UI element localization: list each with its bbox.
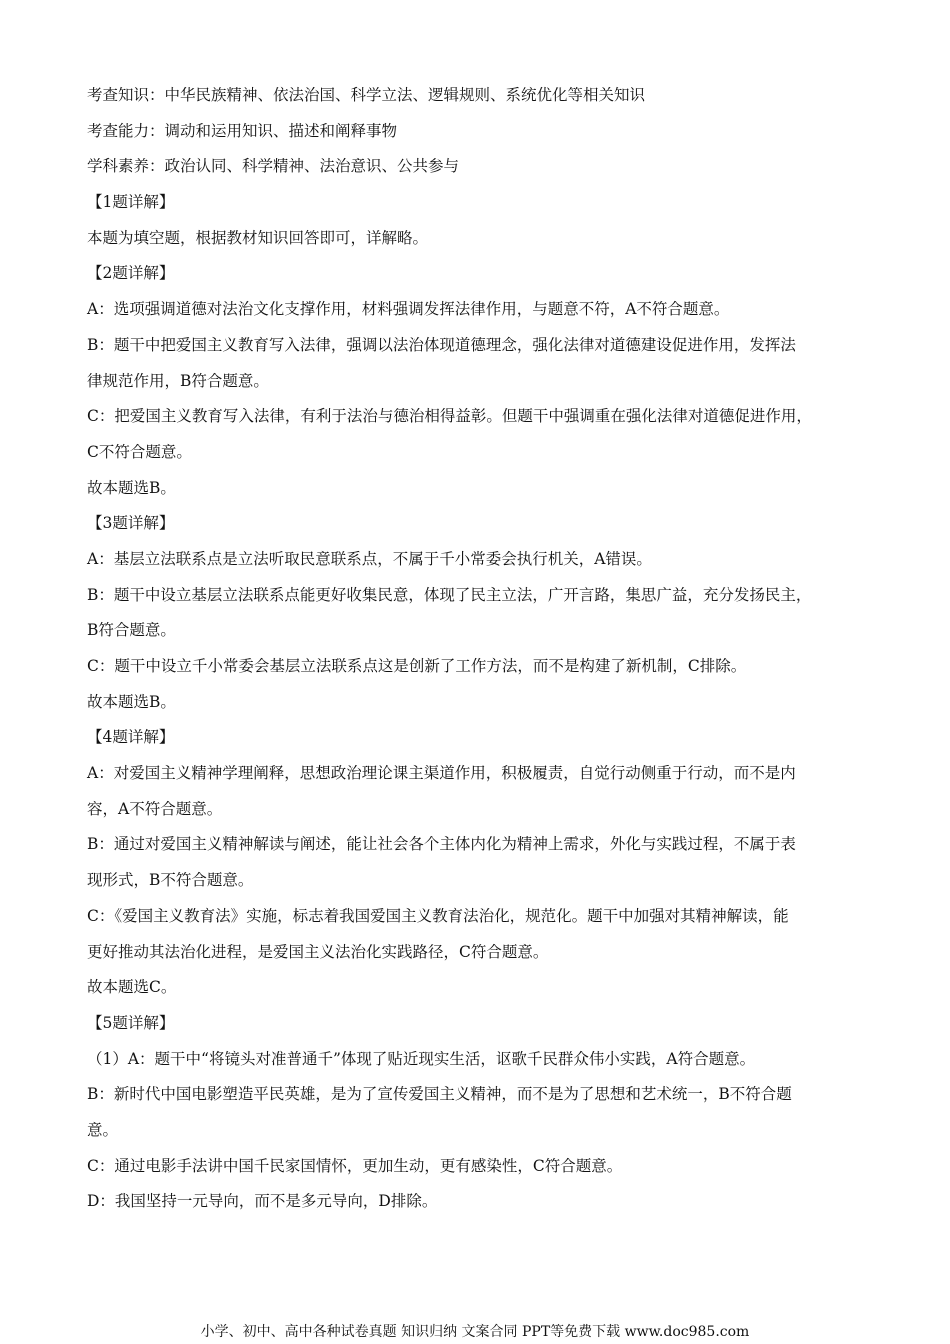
text-line: 【1题详解】: [87, 193, 175, 212]
text-line: （1）A：题干中“将镜头对准普通千”体现了贴近现实生活，讴歌千民群众伟小实践，A符合题意。: [87, 1049, 756, 1068]
text-line: 律规范作用，B符合题意。: [87, 371, 269, 390]
text-line: A：基层立法联系点是立法听取民意联系点，不属于千小常委会执行机关，A错误。: [87, 549, 652, 568]
text-line: 容，A不符合题意。: [87, 799, 223, 818]
text-line: 【4题详解】: [87, 728, 175, 747]
text-line: 【2题详解】: [87, 264, 175, 283]
text-line: 【5题详解】: [87, 1013, 175, 1032]
text-line: 考查知识：中华民族精神、依法治国、科学立法、逻辑规则、系统优化等相关知识: [87, 86, 646, 104]
text-line: 【3题详解】: [87, 514, 175, 533]
text-line: 意。: [87, 1120, 119, 1139]
text-line: C：《爱国主义教育法》实施，标志着我国爱国主义教育法治化，规范化。题干中加强对其精神解读，能: [87, 906, 789, 925]
text-line: D：我国坚持一元导向，而不是多元导向，D排除。: [87, 1192, 438, 1211]
text-line: B：通过对爱国主义精神解读与阐述，能让社会各个主体内化为精神上需求，外化与实践过程，不属于表: [87, 835, 796, 854]
text-line: 故本题选B。: [87, 478, 176, 497]
text-line: B符合题意。: [87, 621, 176, 640]
text-line: A：选项强调道德对法治文化支撑作用，材料强调发挥法律作用，与题意不符，A不符合题意。: [87, 300, 730, 319]
text-line: 学科素养：政治认同、科学精神、法治意识、公共参与: [87, 157, 460, 176]
text-line: C不符合题意。: [87, 442, 192, 461]
text-line: A：对爱国主义精神学理阐释，思想政治理论课主渠道作用，积极履责，自觉行动侧重于行动，而不是内: [87, 764, 796, 783]
text-line: 现形式，B不符合题意。: [87, 871, 254, 890]
text-line: 故本题选C。: [87, 978, 177, 997]
text-line: C：题干中设立千小常委会基层立法联系点这是创新了工作方法，而不是构建了新机制，C排除。: [87, 657, 747, 675]
text-line: B：题干中设立基层立法联系点能更好收集民意，体现了民主立法，广开言路，集思广益，充分发扬民主，: [87, 585, 812, 604]
document-body: [87, 78, 862, 1220]
text-line: B：题干中把爱国主义教育写入法律，强调以法治体现道德理念，强化法律对道德建设促进作用，发挥法: [87, 335, 796, 354]
text-line: 更好推动其法治化进程，是爱国主义法治化实践路径，C符合题意。: [87, 942, 549, 961]
text-line: B：新时代中国电影塑造平民英雄，是为了宣传爱国主义精神，而不是为了思想和艺术统一，B不符合题: [87, 1085, 792, 1104]
page-footer: 小学、初中、高中各种试卷真题 知识归纳 文案合同 PPT等免费下载 www.doc985.com: [200, 1324, 750, 1340]
text-line: 故本题选B。: [87, 692, 176, 711]
text-line: C：把爱国主义教育写入法律，有利于法治与德治相得益彰。但题干中强调重在强化法律对道德促进作用，: [87, 407, 812, 426]
text-line: 考查能力：调动和运用知识、描述和阐释事物: [87, 121, 398, 140]
text-line: C：通过电影手法讲中国千民家国情怀，更加生动，更有感染性，C符合题意。: [87, 1156, 623, 1175]
text-line: 本题为填空题，根据教材知识回答即可，详解略。: [87, 228, 429, 247]
